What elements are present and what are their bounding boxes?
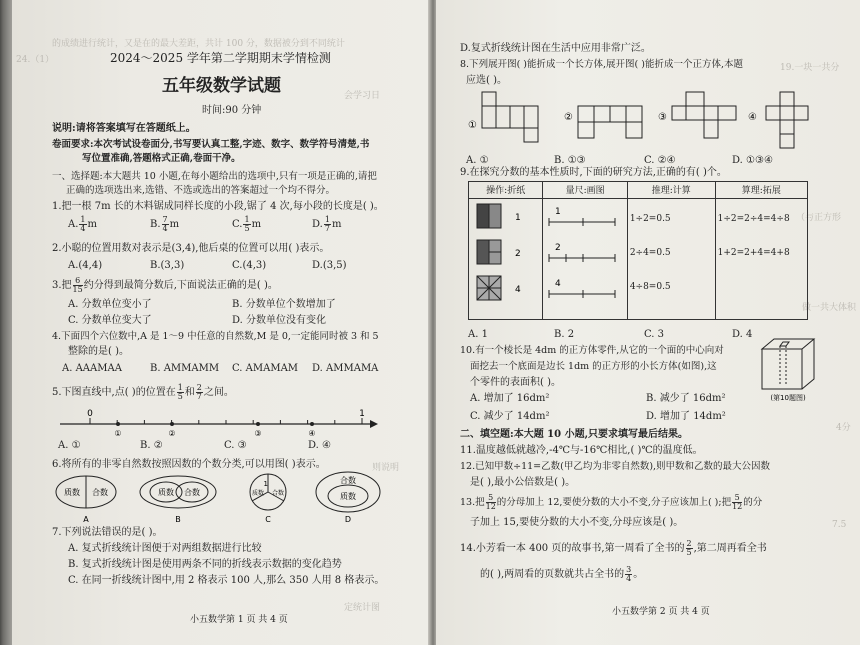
question-9-option-d: D. 4 (732, 329, 753, 340)
bleed-text: 会学习日 (344, 91, 381, 101)
number-line-figure (52, 404, 392, 438)
net-2 (564, 106, 642, 138)
bleed-text: 19.一块一共分 (780, 63, 840, 73)
number-line-one-label: 1 (359, 409, 365, 419)
bleed-text: 定统计图 (344, 603, 381, 613)
folding-cell (469, 199, 543, 320)
question-1: 1.把一根 7m 长的木料锯成同样长度的小段,锯了 4 次,每小段的长度是( )。 (52, 201, 384, 212)
question-13: 13.把 $\frac{5}{12}$ 的分母加上 12,要使分数的大小不变,分子应该加上( );把 $\frac{5}{12}$ 的分 (460, 493, 763, 511)
question-8-option-b: B. ①③ (554, 155, 586, 166)
calculation-cell (627, 199, 715, 320)
question-12-cont: 是( ),最小公倍数是( )。 (470, 477, 576, 488)
question-10-cont2: 个零件的表面积( )。 (470, 377, 561, 388)
question-7-option-a: A. 复式折线统计图便于对两组数据进行比较 (68, 543, 262, 554)
instruction-note: 说明:请将答案填写在答题纸上。 (52, 123, 196, 134)
question-8-option-d: D. ①③④ (732, 155, 773, 166)
svg-text:③: ③ (658, 112, 667, 123)
number-line-point (310, 422, 314, 426)
exam-subject: 五年级数学试题 (162, 76, 281, 96)
section1-heading: 一、选择题:本大题共 10 小题,在每小题给出的选项中,只有一项是正确的,请把 (52, 171, 377, 182)
net-4 (748, 92, 808, 148)
question-3: 3.把 $\frac{6}{15}$ 约分得到最简分数后,下面说法正确的是( )。 (52, 276, 278, 294)
svg-text:(第10题图): (第10题图) (770, 394, 806, 402)
question-3-option-d: D. 分数单位没有变化 (232, 315, 327, 326)
section1-heading-cont: 正确的选项选出来,选错、不选或选出的答案超过一个均不得分。 (66, 185, 336, 196)
ruler-cell (543, 199, 627, 320)
question-10: 10.有一个棱长是 4dm 的正方体零件,从它的一个面的中心向对 (460, 345, 724, 356)
svg-text:1: 1 (263, 480, 268, 488)
svg-text:4: 4 (555, 279, 562, 289)
question-14-cont: 的( ),两周看的页数就共占全书的 $\frac{3}{4}$ 。 (480, 565, 644, 583)
ruler-drawing-figure (545, 200, 621, 304)
question-9-option-a: A. 1 (468, 329, 488, 340)
exam-page-1 (12, 0, 430, 645)
question-10-cont: 面挖去一个底面是边长 1dm 的正方形的小长方体(如图),这 (470, 361, 717, 372)
svg-text:质数: 质数 (64, 488, 80, 497)
question-1-option-b: B. $\frac{7}{4}$ m (150, 215, 180, 233)
svg-text:A: A (83, 515, 89, 524)
number-line-point-2: ② (168, 429, 176, 438)
question-11: 11.温度越低就越冷,-4℃与-16℃相比,( )℃的温度低。 (460, 445, 703, 456)
table-header-row (469, 182, 808, 199)
svg-text:1: 1 (515, 213, 521, 223)
table-header: 量尺:画图 (543, 182, 627, 199)
svg-text:2: 2 (555, 243, 562, 253)
table-header: 推理:计算 (627, 182, 715, 199)
bleed-text: 的成绩进行统计，又是在的最大差距，共计 100 分，数据被分到不同统计 (52, 39, 345, 49)
question-7-option-d: D.复式折线统计图在生活中应用非常广泛。 (460, 43, 651, 54)
expansion-line: 1÷2=2÷4=4÷8 (717, 214, 790, 224)
neatness-note: 卷面要求:本次考试设卷面分,书写要认真工整,字迹、数字、数学符号清楚,书 (52, 139, 370, 150)
fraction-methods-table (468, 181, 808, 320)
svg-text:合数: 合数 (92, 488, 108, 497)
question-10-option-d: D. 增加了 14dm² (646, 411, 726, 422)
folded-squares-figure (471, 200, 537, 304)
question-1-option-a: A. $\frac{1}{4}$ m (68, 215, 97, 233)
bleed-text: 则说明 (372, 463, 400, 473)
number-line-point (256, 422, 260, 426)
net-1 (468, 92, 538, 142)
expansion-cell (715, 199, 807, 320)
svg-text:质数: 质数 (340, 492, 356, 501)
question-10-option-b: B. 减少了 16dm² (646, 393, 726, 404)
venn-option-d (316, 472, 380, 524)
page-footer: 小五数学第 2 页 共 4 页 (612, 607, 710, 617)
question-9-option-b: B. 2 (554, 329, 575, 340)
svg-text:2: 2 (515, 249, 521, 259)
svg-text:④: ④ (748, 112, 757, 123)
number-line-zero-label: 0 (87, 409, 93, 419)
exam-time: 时间:90 分钟 (202, 105, 262, 116)
question-6: 6.将所有的非零自然数按照因数的个数分类,可以用图( )表示。 (52, 459, 326, 470)
svg-text:①: ① (468, 120, 477, 131)
number-line-point-4: ④ (308, 429, 316, 438)
svg-text:合数: 合数 (271, 490, 285, 497)
venn-option-a (56, 476, 116, 524)
question-7-option-c: C. 在同一折线统计图中,用 2 格表示 100 人,那么 350 人用 8 格表示。 (68, 575, 385, 586)
svg-text:合数: 合数 (184, 488, 200, 497)
question-9-option-c: C. 3 (644, 329, 665, 340)
question-8: 8.下列展开图( )能折成一个长方体,展开图( )能折成一个正方体,本题 (460, 59, 743, 70)
question-2-option-b: B.(3,3) (150, 260, 185, 271)
question-4-cont: 整除的是( )。 (68, 346, 129, 357)
question-4-option-b: B. AMMAMM (150, 363, 220, 374)
svg-text:质数: 质数 (251, 490, 265, 497)
question-5-option-d: D. ④ (308, 440, 331, 451)
question-5: 5.下图直线中,点( )的位置在 $\frac{1}{5}$ 和 $\frac{2}{7}$ 之间。 (52, 383, 234, 401)
question-4-option-a: A. AAAMAA (62, 363, 122, 374)
question-5-option-a: A. ① (58, 440, 81, 451)
net-3 (658, 92, 736, 138)
hollow-cube-figure (756, 335, 820, 405)
question-2: 2.小聪的位置用数对表示是(3,4),他后桌的位置可以用( )表示。 (52, 243, 330, 254)
question-3-option-b: B. 分数单位个数增加了 (232, 299, 336, 310)
svg-text:4: 4 (515, 285, 521, 295)
question-4-option-d: D. AMMAMA (312, 363, 379, 374)
question-3-option-a: A. 分数单位变小了 (68, 299, 152, 310)
question-13-cont: 子加上 15,要使分数的大小不变,分母应该是( )。 (470, 517, 684, 528)
number-line-point (170, 422, 174, 426)
number-line-point-3: ③ (254, 429, 262, 438)
number-line-point (116, 422, 120, 426)
question-10-option-c: C. 减少了 14dm² (470, 411, 550, 422)
question-8-option-a: A. ① (466, 155, 489, 166)
bleed-text: （与正方形 (796, 213, 842, 223)
question-2-option-a: A.(4,4) (68, 260, 103, 271)
page-footer: 小五数学第 1 页 共 4 页 (190, 615, 288, 625)
question-5-option-b: B. ② (140, 440, 163, 451)
svg-text:D: D (344, 515, 352, 524)
venn-diagrams (48, 470, 398, 526)
question-7-option-b: B. 复式折线统计图是使用两条不同的折线表示数据的变化趋势 (68, 559, 342, 570)
table-row (469, 199, 808, 320)
question-8-option-c: C. ②④ (644, 155, 676, 166)
bleed-text: 4分 (836, 423, 851, 433)
cube-nets-figure (466, 88, 846, 152)
svg-text:B: B (175, 515, 181, 524)
question-12: 12.已知甲数÷11=乙数(甲乙均为非零自然数),则甲数和乙数的最大公因数 (460, 461, 771, 472)
neatness-note-cont: 写位置准确,答题格式正确,卷面干净。 (82, 153, 241, 164)
question-9: 9.在探究分数的基本性质时,下面的研究方法,正确的有( )个。 (460, 167, 727, 178)
calc-line: 4÷8=0.5 (629, 282, 671, 292)
bleed-text: 7.5 (832, 520, 847, 530)
venn-option-b (140, 476, 216, 524)
svg-text:②: ② (564, 112, 573, 123)
exam-title: 2024～2025 学年第二学期期末学情检测 (110, 51, 331, 65)
number-line-ticks (90, 418, 362, 426)
question-10-option-a: A. 增加了 16dm² (470, 393, 550, 404)
question-1-option-d: D. $\frac{1}{7}$ m (312, 215, 342, 233)
bleed-text: 做一共大体积 (802, 303, 857, 313)
expansion-line: 1+2=2+4=4+8 (717, 248, 790, 258)
question-7: 7.下列说法错误的是( )。 (52, 527, 163, 538)
calc-line: 1÷2=0.5 (629, 214, 671, 224)
table-header: 算理:拓展 (715, 182, 807, 199)
question-4: 4.下面四个六位数中,A 是 1～9 中任意的自然数,M 是 0,一定能同时被 3 和 5 (52, 331, 379, 342)
section2-heading: 二、填空题:本大题 10 小题,只要求填写最后结果。 (460, 429, 689, 440)
calc-line: 2÷4=0.5 (629, 248, 671, 258)
question-2-option-c: C.(4,3) (232, 260, 267, 271)
arrow-right-icon (370, 420, 378, 428)
question-1-option-c: C. $\frac{1}{5}$ m (232, 215, 262, 233)
question-8-cont: 应选( )。 (466, 75, 507, 86)
exam-page-2 (436, 0, 860, 645)
svg-text:质数: 质数 (158, 488, 174, 497)
question-3-option-c: C. 分数单位变大了 (68, 315, 152, 326)
venn-option-c (250, 474, 286, 524)
svg-text:合数: 合数 (340, 476, 356, 485)
question-14: 14.小芳看一本 400 页的故事书,第一周看了全书的 $\frac{2}{5}$ ,第二周再看全书 (460, 539, 767, 557)
svg-text:1: 1 (555, 207, 562, 217)
table-header: 操作:折纸 (469, 182, 543, 199)
question-5-option-c: C. ③ (224, 440, 247, 451)
question-4-option-c: C. AMAMAM (232, 363, 299, 374)
bleed-text: 24.（1） (16, 55, 55, 65)
number-line-point-1: ① (114, 429, 122, 438)
question-2-option-d: D.(3,5) (312, 260, 347, 271)
svg-text:C: C (265, 515, 271, 524)
